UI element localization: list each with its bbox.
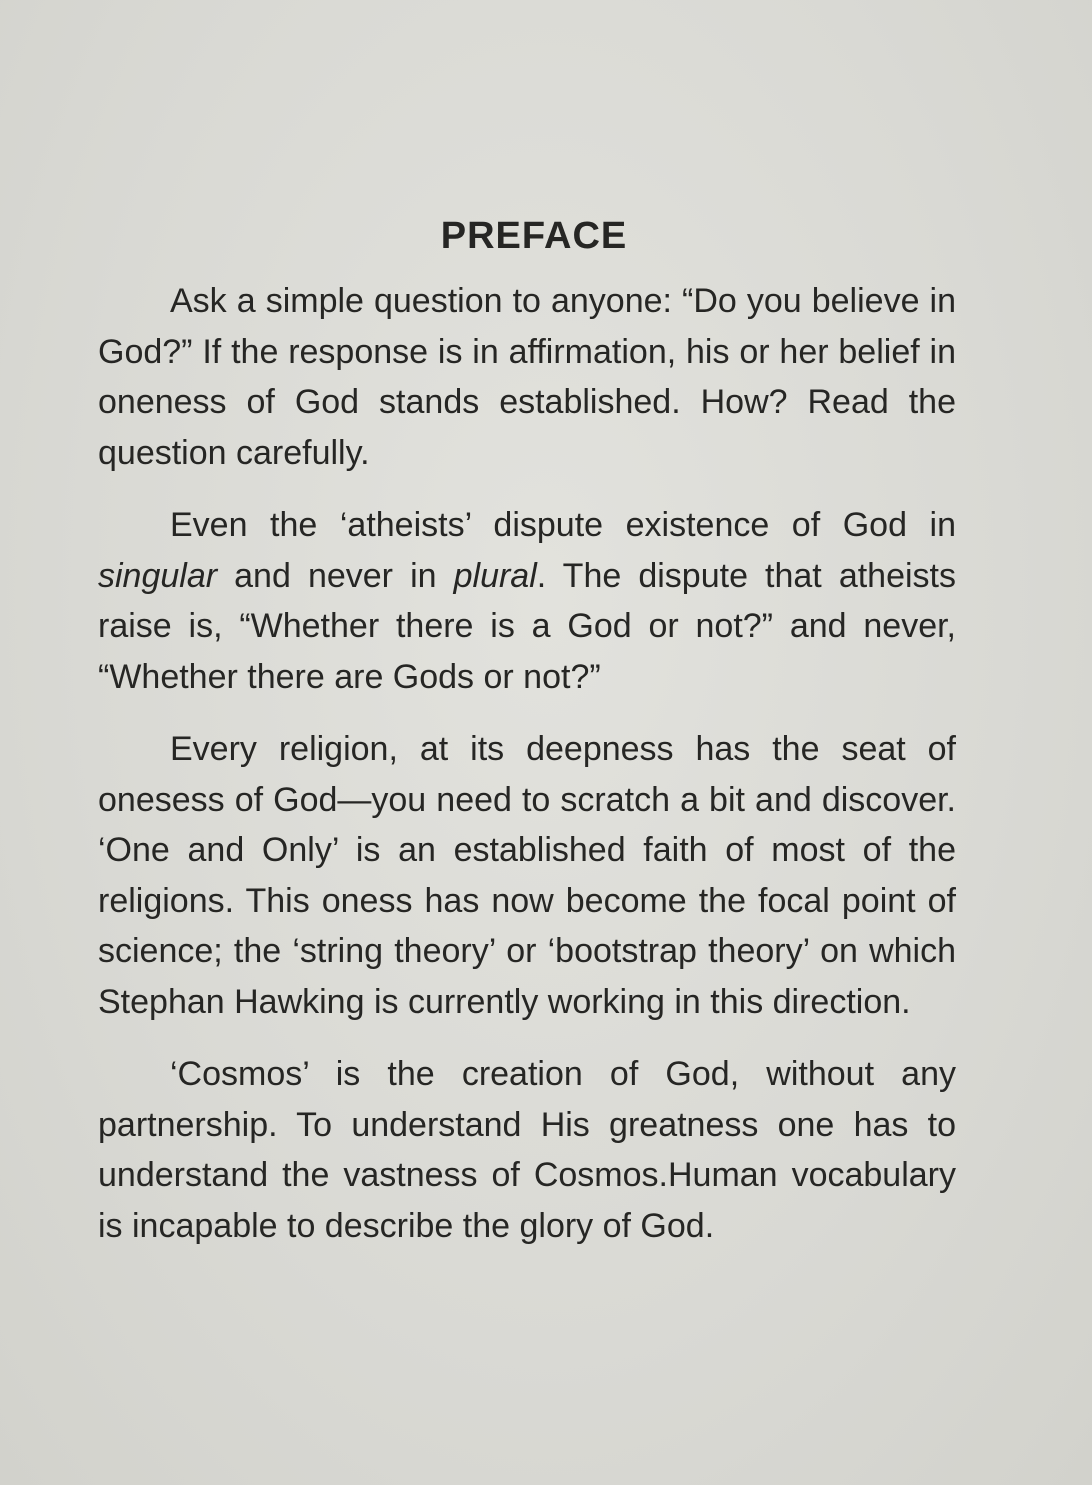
- paragraph-2-text-c: . The dispute that atheists raise is, “Whether there is a God or not?” and never, “Whether there are Gods or not?”: [98, 556, 956, 696]
- paragraph-2-text-a: Even the ‘atheists’ dispute existence of God in: [170, 506, 956, 544]
- paragraph-1: [98, 276, 956, 478]
- page-title: PREFACE: [440, 215, 628, 257]
- paragraph-3: [98, 724, 956, 1027]
- paragraph-2-italic-plural: plural: [453, 556, 537, 595]
- paragraph-4-text: ‘Cosmos’ is the creation of God, without any partnership. To understand His greatness one has to understand the vastness of Cosmos.Human vocabulary is incapable to describe the glory of God.: [98, 1055, 956, 1245]
- paragraph-1-text: Ask a simple question to anyone: “Do you believe in God?” If the response is in affirmation, his or her belief in oneness of God stands established. How? Read the question carefully.: [98, 282, 956, 472]
- book-page: [98, 212, 956, 1273]
- paragraph-2-italic-singular: singular: [98, 556, 218, 595]
- paragraph-2-text-b: and never in: [217, 556, 454, 595]
- paragraph-2: [98, 500, 956, 702]
- paragraph-4: [98, 1049, 956, 1251]
- paragraph-3-text: Every religion, at its deepness has the seat of onesess of God—you need to scratch a bit and discover. ‘One and Only’ is an established faith of most of the religions. This oness has now become the focal point of science; the ‘string theory’ or ‘bootstrap theory’ on which Stephan Hawking is currently working in this direction.: [98, 730, 956, 1021]
